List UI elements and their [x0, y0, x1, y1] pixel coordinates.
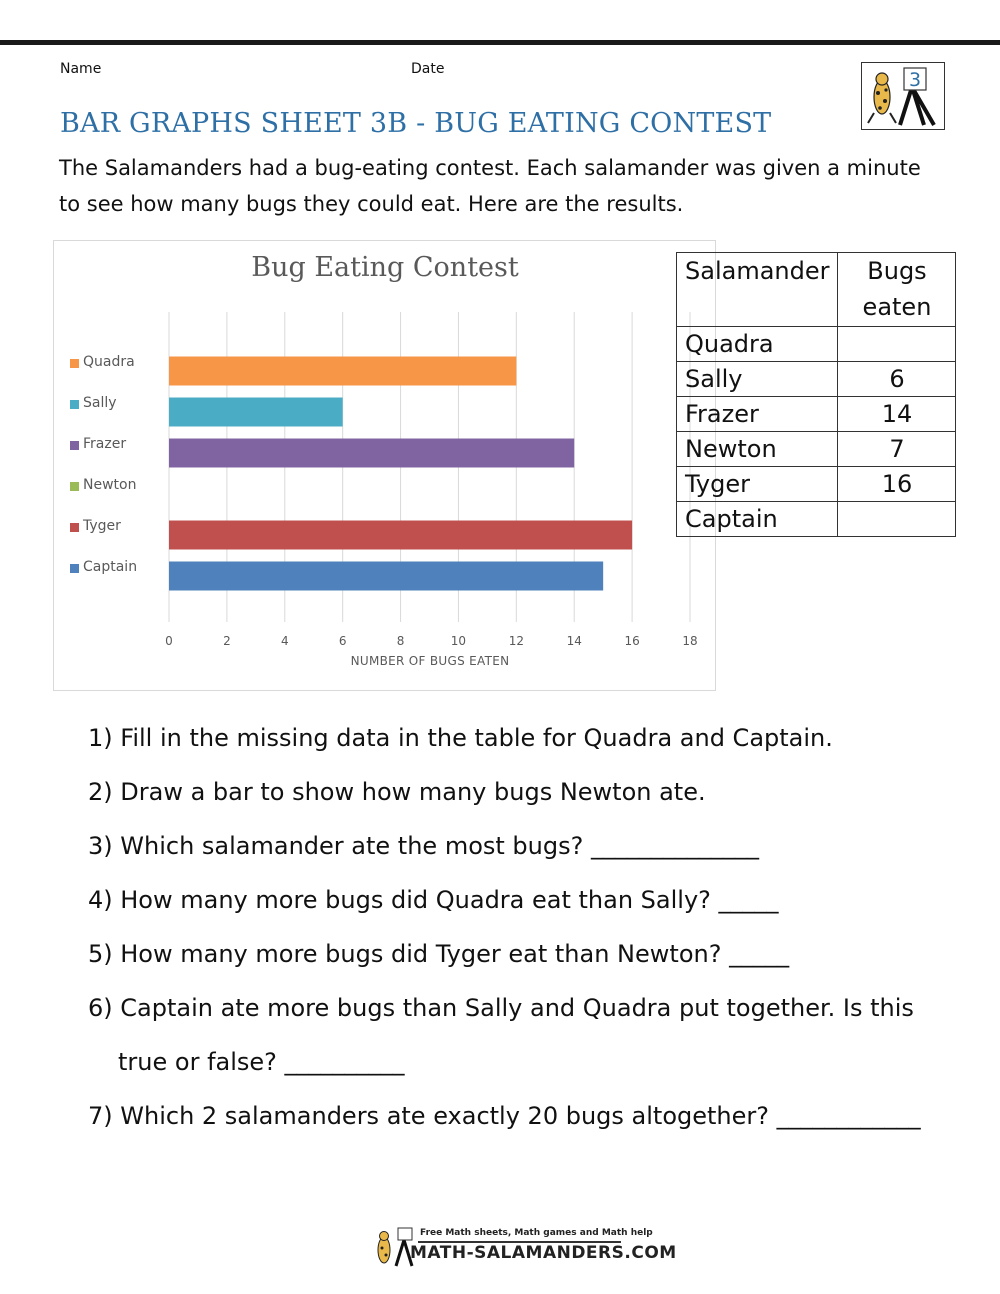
question-3[interactable]: 3) Which salamander ate the most bugs? ______________: [88, 832, 759, 860]
name-label: Name: [60, 61, 102, 77]
bar-captain: [169, 562, 603, 591]
row-bugs: 7: [838, 432, 956, 467]
table-row: [677, 467, 956, 502]
question-2: 2) Draw a bar to show how many bugs Newton ate.: [88, 778, 706, 806]
table-row: [677, 432, 956, 467]
page-title: BAR GRAPHS SHEET 3B - BUG EATING CONTEST: [60, 108, 772, 139]
x-tick-label: 4: [280, 634, 289, 648]
question-6: 6) Captain ate more bugs than Sally and Quadra put together. Is this: [88, 994, 914, 1022]
table-header-row: [677, 253, 956, 327]
question-6-continued[interactable]: true or false? __________: [118, 1048, 405, 1076]
question-5[interactable]: 5) How many more bugs did Tyger eat than Newton? _____: [88, 940, 790, 968]
row-bugs: 6: [838, 362, 956, 397]
question-4[interactable]: 4) How many more bugs did Quadra eat than Sally? _____: [88, 886, 779, 914]
table-row: [677, 502, 956, 537]
row-name: Captain: [677, 502, 838, 537]
header-bugs-eaten: Bugs eaten: [838, 253, 956, 327]
intro-text: The Salamanders had a bug-eating contest. Each salamander was given a minute to see how many bugs they could eat. Here are the results.: [59, 156, 921, 216]
x-tick-label: 6: [338, 634, 347, 648]
date-label: Date: [411, 61, 445, 77]
row-name: Tyger: [677, 467, 838, 502]
row-name: Frazer: [677, 397, 838, 432]
row-bugs: 14: [838, 397, 956, 432]
table-row: [677, 327, 956, 362]
row-name: Quadra: [677, 327, 838, 362]
x-tick-label: 14: [566, 634, 582, 648]
row-name: Newton: [677, 432, 838, 467]
table-row: [677, 397, 956, 432]
bar-frazer: [169, 439, 574, 468]
x-tick-label: 8: [396, 634, 405, 648]
bar-quadra: [169, 357, 516, 386]
row-bugs: 16: [838, 467, 956, 502]
footer-tagline: Free Math sheets, Math games and Math help: [420, 1228, 653, 1238]
bar-tyger: [169, 521, 632, 550]
footer-brand: MATH-SALAMANDERS.COM: [410, 1243, 677, 1263]
question-7[interactable]: 7) Which 2 salamanders ate exactly 20 bugs altogether? ____________: [88, 1102, 921, 1130]
x-tick-label: 2: [223, 634, 231, 648]
x-tick-label: 12: [508, 634, 524, 648]
row-name: Sally: [677, 362, 838, 397]
x-axis-title: NUMBER OF BUGS EATEN: [350, 654, 510, 668]
question-list: [88, 716, 968, 1148]
header-salamander: Salamander: [677, 253, 838, 327]
table-row: [677, 362, 956, 397]
results-table: [676, 252, 956, 537]
x-tick-label: 16: [624, 634, 640, 648]
row-bugs-blank[interactable]: [838, 327, 956, 362]
x-tick-label: 18: [682, 634, 698, 648]
question-1: 1) Fill in the missing data in the table for Quadra and Captain.: [88, 724, 833, 752]
bar-sally: [169, 398, 343, 427]
grade-badge: 3: [908, 69, 922, 91]
x-tick-label: 0: [165, 634, 173, 648]
row-bugs-blank[interactable]: [838, 502, 956, 537]
chart-title: Bug Eating Contest: [251, 252, 519, 283]
x-tick-label: 10: [450, 634, 467, 648]
